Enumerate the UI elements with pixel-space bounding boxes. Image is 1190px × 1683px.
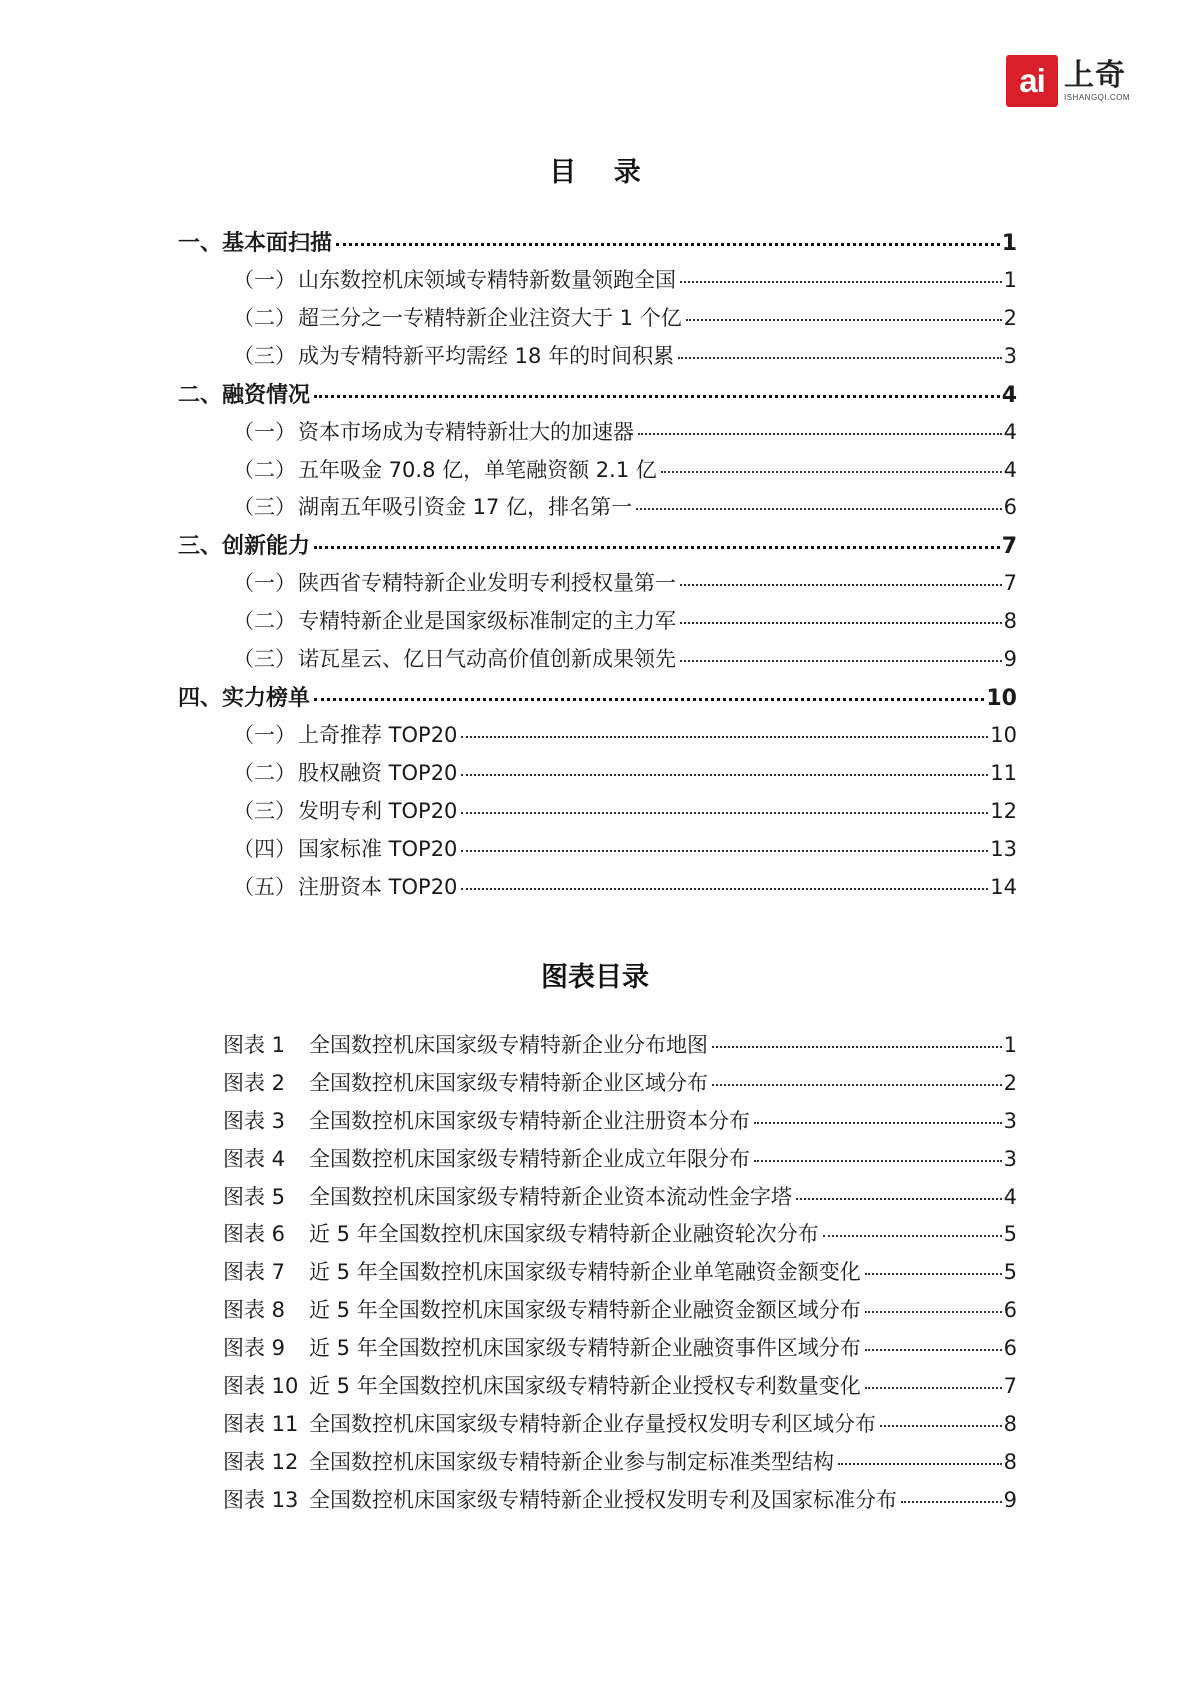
toc-page-number: 1 (1001, 231, 1017, 256)
toc-page-number: 11 (990, 760, 1017, 785)
logo-subtitle: ISHANGQI.COM (1064, 93, 1131, 102)
figure-page-number: 1 (1003, 1033, 1017, 1057)
figure-text: 全国数控机床国家级专精特新企业注册资本分布 (309, 1108, 750, 1133)
figure-item[interactable] (223, 1370, 1017, 1408)
dot-leader (823, 1235, 1002, 1237)
dot-leader (680, 281, 1002, 283)
figure-item[interactable] (223, 1067, 1017, 1105)
toc-item-text: 超三分之一专精特新企业注资大于 1 个亿 (298, 305, 682, 330)
dot-leader (838, 1463, 1002, 1465)
figure-item[interactable] (223, 1332, 1017, 1370)
toc-item-text: 国家标准 TOP20 (298, 836, 458, 861)
logo-mark-icon: ai (1006, 55, 1058, 107)
dot-leader (880, 1425, 1002, 1427)
figure-page-number: 8 (1003, 1411, 1017, 1436)
toc-section[interactable] (178, 681, 1017, 719)
figure-item[interactable] (223, 1105, 1017, 1143)
dot-leader (638, 433, 1002, 435)
toc-item-number: （一） (233, 419, 296, 444)
figure-page-number: 3 (1003, 1108, 1017, 1133)
toc-item-number: （二） (233, 305, 296, 330)
toc-item[interactable] (178, 567, 1017, 605)
toc-item-number: （二） (233, 457, 296, 482)
toc-page-number: 7 (1003, 571, 1017, 596)
toc-item-number: （四） (233, 836, 296, 861)
dot-leader (901, 1501, 1002, 1503)
figure-text: 全国数控机床国家级专精特新企业存量授权发明专利区域分布 (309, 1411, 876, 1436)
toc-item[interactable] (178, 416, 1017, 454)
toc-item-text: 专精特新企业是国家级标准制定的主力军 (298, 609, 676, 634)
table-of-contents (178, 226, 1017, 908)
figure-text: 全国数控机床国家级专精特新企业区域分布 (309, 1070, 708, 1095)
figure-label: 图表 9 (223, 1336, 286, 1361)
toc-item-text: 注册资本 TOP20 (298, 874, 458, 899)
toc-item[interactable] (178, 871, 1017, 909)
toc-item[interactable] (178, 264, 1017, 302)
figure-page-number: 2 (1003, 1070, 1017, 1095)
figure-list-title: 图表目录 (541, 962, 649, 993)
dot-leader (865, 1273, 1002, 1275)
toc-section[interactable] (178, 226, 1017, 264)
toc-item-number: （三） (233, 798, 296, 823)
toc-item-number: （二） (233, 609, 296, 634)
toc-page-number: 8 (1003, 609, 1017, 634)
dot-leader (314, 395, 1000, 398)
toc-section-label: 二、融资情况 (178, 382, 311, 408)
figure-page-number: 7 (1003, 1374, 1017, 1399)
toc-page-number: 10 (986, 686, 1017, 712)
dot-leader (712, 1084, 1002, 1086)
toc-item-number: （二） (233, 760, 296, 785)
figure-page-number: 6 (1003, 1298, 1017, 1323)
figure-text: 近 5 年全国数控机床国家级专精特新企业单笔融资金额变化 (309, 1260, 861, 1285)
dot-leader (461, 736, 988, 738)
figure-label: 图表 12 (223, 1449, 299, 1474)
toc-page-number: 4 (1003, 457, 1017, 482)
figure-text: 全国数控机床国家级专精特新企业资本流动性金字塔 (309, 1184, 792, 1209)
toc-page-number: 9 (1003, 647, 1017, 672)
dot-leader (680, 622, 1002, 624)
toc-section[interactable] (178, 529, 1017, 567)
dot-leader (461, 888, 988, 890)
dot-leader (796, 1198, 1002, 1200)
toc-item[interactable] (178, 454, 1017, 492)
toc-item-text: 资本市场成为专精特新壮大的加速器 (298, 419, 634, 444)
figure-item[interactable] (223, 1143, 1017, 1181)
toc-page-number: 12 (990, 798, 1017, 823)
logo-name: 上奇 (1064, 58, 1126, 93)
dot-leader (636, 508, 1002, 510)
figure-item[interactable] (223, 1029, 1017, 1067)
figure-label: 图表 6 (223, 1222, 286, 1247)
toc-section-label: 一、基本面扫描 (178, 231, 333, 256)
dot-leader (461, 812, 988, 814)
figure-page-number: 5 (1003, 1260, 1017, 1285)
toc-item[interactable] (178, 833, 1017, 871)
dot-leader (461, 850, 988, 852)
toc-item-number: （三） (233, 647, 296, 672)
toc-section[interactable] (178, 378, 1017, 416)
figure-label: 图表 10 (223, 1374, 299, 1399)
figure-label: 图表 3 (223, 1108, 286, 1133)
dot-leader (314, 546, 1000, 549)
toc-page-number: 2 (1003, 305, 1017, 330)
figure-page-number: 9 (1003, 1487, 1017, 1512)
dot-leader (678, 357, 1002, 359)
figure-page-number: 5 (1003, 1222, 1017, 1247)
toc-item[interactable] (178, 719, 1017, 757)
figure-label: 图表 8 (223, 1298, 286, 1323)
figure-item[interactable] (223, 1218, 1017, 1256)
toc-item-number: （一） (233, 268, 296, 292)
toc-item-text: 成为专精特新平均需经 18 年的时间积累 (298, 343, 675, 368)
dot-leader (865, 1349, 1002, 1351)
dot-leader (686, 319, 1002, 321)
toc-item[interactable] (178, 491, 1017, 529)
dot-leader (754, 1160, 1002, 1162)
toc-section-label: 四、实力榜单 (178, 686, 311, 712)
figure-list (223, 1029, 1017, 1522)
toc-page-number: 4 (1003, 419, 1017, 444)
figure-page-number: 3 (1003, 1146, 1017, 1171)
toc-item[interactable] (178, 643, 1017, 681)
toc-page-number: 3 (1003, 343, 1017, 368)
figure-item[interactable] (223, 1256, 1017, 1294)
figure-item[interactable] (223, 1408, 1017, 1446)
figure-label: 图表 7 (223, 1260, 286, 1285)
dot-leader (680, 660, 1002, 662)
toc-page-number: 10 (990, 723, 1017, 748)
figure-item[interactable] (223, 1294, 1017, 1332)
figure-label: 图表 2 (223, 1070, 286, 1095)
dot-leader (712, 1046, 1002, 1048)
toc-item-text: 诺瓦星云、亿日气动高价值创新成果领先 (298, 647, 676, 672)
toc-page-number: 14 (990, 874, 1017, 899)
toc-item-number: （一） (233, 723, 296, 748)
dot-leader (314, 698, 984, 701)
toc-item-text: 股权融资 TOP20 (298, 760, 458, 785)
figure-item[interactable] (223, 1181, 1017, 1219)
dot-leader (754, 1122, 1002, 1124)
dot-leader (336, 243, 1000, 246)
figure-page-number: 4 (1003, 1184, 1017, 1209)
toc-item-text: 发明专利 TOP20 (298, 798, 458, 823)
figure-label: 图表 11 (223, 1411, 299, 1436)
toc-page-number: 1 (1003, 268, 1017, 292)
toc-page-number: 7 (1001, 534, 1017, 560)
toc-item[interactable] (178, 605, 1017, 643)
dot-leader (865, 1387, 1002, 1389)
toc-page-number: 4 (1001, 382, 1017, 408)
figure-text: 近 5 年全国数控机床国家级专精特新企业融资事件区域分布 (309, 1336, 861, 1361)
toc-item[interactable] (178, 757, 1017, 795)
toc-item-text: 山东数控机床领域专精特新数量领跑全国 (298, 268, 676, 292)
figure-text: 近 5 年全国数控机床国家级专精特新企业授权专利数量变化 (309, 1374, 861, 1399)
toc-item-number: （五） (233, 874, 296, 899)
toc-page-number: 13 (990, 836, 1017, 861)
dot-leader (461, 774, 988, 776)
toc-item[interactable] (178, 302, 1017, 340)
dot-leader (865, 1311, 1002, 1313)
toc-item-number: （一） (233, 571, 296, 596)
figure-label: 图表 13 (223, 1487, 299, 1512)
figure-text: 全国数控机床国家级专精特新企业授权发明专利及国家标准分布 (309, 1487, 897, 1512)
figure-item[interactable] (223, 1484, 1017, 1522)
dot-leader (680, 584, 1002, 586)
figure-page-number: 8 (1003, 1449, 1017, 1474)
figure-page-number: 6 (1003, 1336, 1017, 1361)
toc-title: 目 录 (549, 157, 655, 188)
brand-logo (1006, 52, 1130, 110)
figure-item[interactable] (223, 1446, 1017, 1484)
toc-item[interactable] (178, 795, 1017, 833)
toc-item-text: 五年吸金 70.8 亿，单笔融资额 2.1 亿 (298, 457, 657, 482)
toc-item-number: （三） (233, 495, 296, 520)
figure-label: 图表 4 (223, 1146, 286, 1171)
toc-page-number: 6 (1003, 495, 1017, 520)
figure-text: 近 5 年全国数控机床国家级专精特新企业融资轮次分布 (309, 1222, 819, 1247)
toc-item-text: 上奇推荐 TOP20 (298, 723, 458, 748)
toc-section-label: 三、创新能力 (178, 534, 311, 560)
toc-item-text: 陕西省专精特新企业发明专利授权量第一 (298, 571, 676, 596)
dot-leader (661, 471, 1002, 473)
toc-item-number: （三） (233, 343, 296, 368)
figure-label: 图表 1 (223, 1033, 286, 1057)
figure-text: 全国数控机床国家级专精特新企业成立年限分布 (309, 1146, 750, 1171)
toc-item[interactable] (178, 340, 1017, 378)
figure-text: 全国数控机床国家级专精特新企业参与制定标准类型结构 (309, 1449, 834, 1474)
toc-item-text: 湖南五年吸引资金 17 亿，排名第一 (298, 495, 633, 520)
figure-label: 图表 5 (223, 1184, 286, 1209)
figure-text: 近 5 年全国数控机床国家级专精特新企业融资金额区域分布 (309, 1298, 861, 1323)
figure-text: 全国数控机床国家级专精特新企业分布地图 (309, 1033, 708, 1057)
